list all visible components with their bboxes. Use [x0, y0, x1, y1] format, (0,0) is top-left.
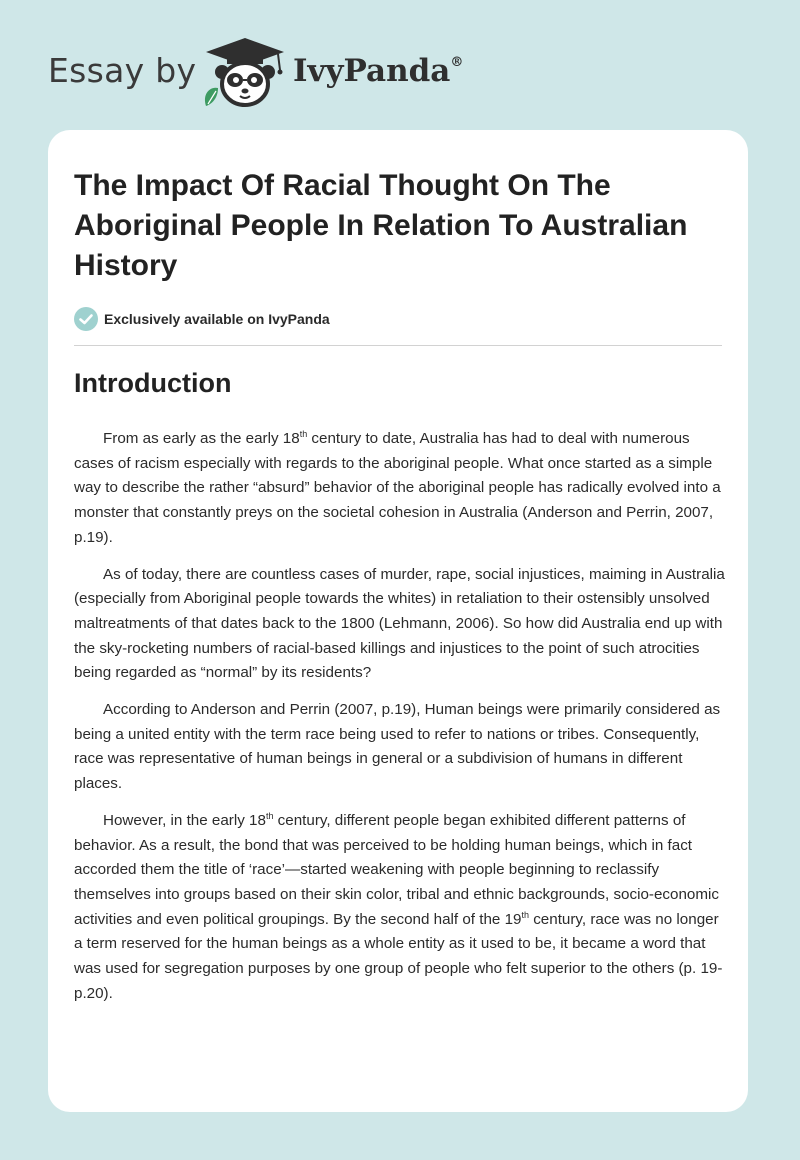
paragraph: According to Anderson and Perrin (2007, p.19), Human beings were primarily considered as being a united entity with the term race being used to refer to nations or tribes. Consequently, race was representative of human beings in general or a subdivision of humans in different places.	[74, 701, 721, 793]
badge-label: Exclusively available on IvyPanda	[104, 311, 330, 327]
paragraph: However, in the early 18th century, different people began exhibited different patterns of behavior. As a result, the bond that was perceived to be holding human beings, which in fact accorded them the title of ‘race’—started weakening with people beginning to reclassify themselves into groups based on their skin color, tribal and ethnic backgrounds, socio-economic activities and even political groupings. By the second half of the 19th century, race was no longer a term reserved for the human beings as a whole entity as it used to be, it became a word that was used for segregation purposes by one group of people who felt superior to the others (p. 19-p.20).	[74, 810, 723, 1002]
brand-name: IvyPanda®	[293, 53, 464, 89]
page-title: The Impact Of Racial Thought On The Aboriginal People In Relation To Australian History	[74, 169, 688, 282]
section-heading: Introduction	[74, 368, 232, 398]
site-header	[0, 0, 800, 130]
paragraph: As of today, there are countless cases of murder, rape, social injustices, maiming in Australia (especially from Aboriginal people towards the whites) in retaliation to their ostensibly unsolved maltreatments of that dates back to the 1800 (Lehmann, 2006). So how did Australia end up with the sky-rocketing numbers of racial-based killings and injustices to the point of such atrocities being regarded as “normal” by its residents?	[74, 565, 725, 682]
divider	[74, 345, 722, 346]
paragraph: From as early as the early 18th century to date, Australia has had to deal with numerous cases of racism especially with regards to the aboriginal people. What once started as a simple way to describe the rather “absurd” behavior of the aboriginal people has radically evolved into a monster that constantly preys on the societal cohesion in Australia (Anderson and Perrin, 2007, p.19).	[74, 428, 721, 546]
essay-by-label: Essay by	[48, 51, 197, 90]
essay-card	[48, 130, 748, 1112]
essay-body	[74, 427, 726, 1018]
panda-graduate-icon	[200, 36, 290, 110]
check-circle-icon	[74, 307, 98, 331]
exclusive-badge	[74, 307, 330, 331]
